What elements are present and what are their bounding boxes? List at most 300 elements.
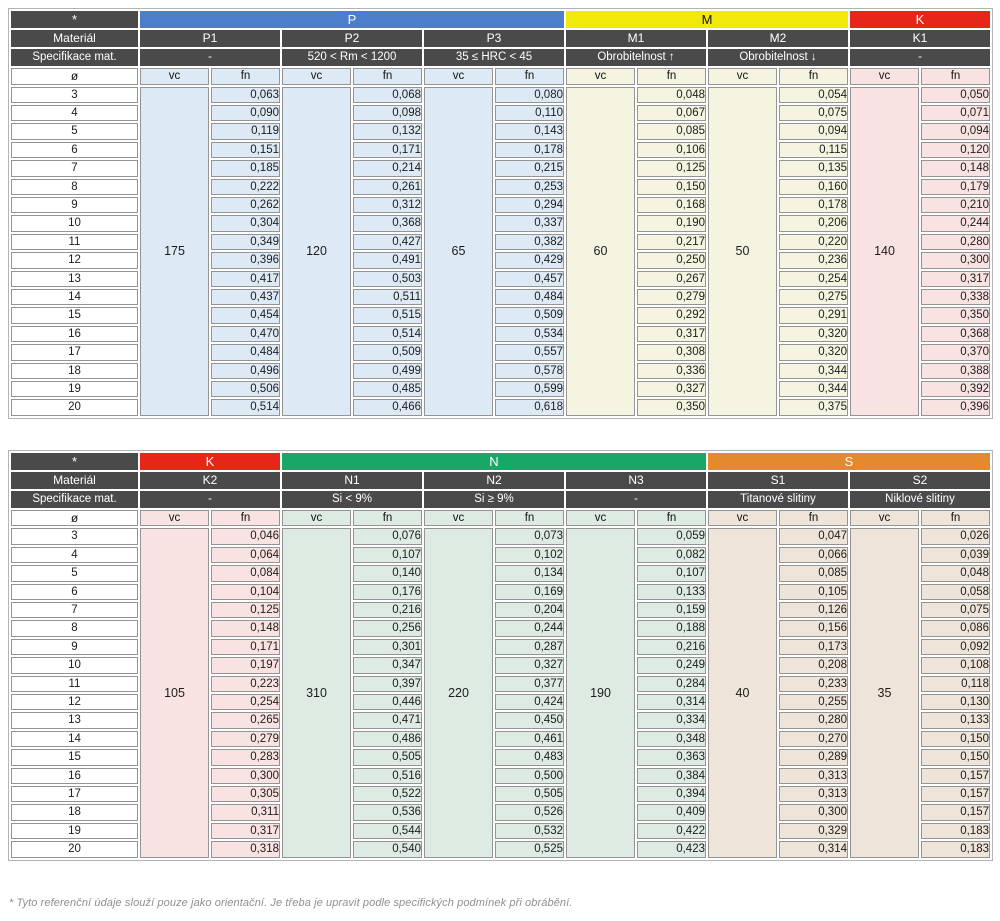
fn-value-p2: 0,499 — [353, 363, 422, 379]
fn-value-n1: 0,505 — [353, 749, 422, 765]
vc-value-n1: 310 — [282, 528, 351, 857]
fn-value-n1: 0,107 — [353, 547, 422, 563]
fn-value-p1: 0,496 — [211, 363, 280, 379]
fn-value-m2: 0,344 — [779, 363, 848, 379]
fn-value-s1: 0,329 — [779, 823, 848, 839]
spec-m1: Obrobitelnost ↑ — [566, 49, 706, 66]
fn-value-p2: 0,068 — [353, 87, 422, 103]
fn-value-s2: 0,118 — [921, 676, 990, 692]
diameter-value: 8 — [11, 620, 138, 636]
diameter-value: 19 — [11, 823, 138, 839]
vc-value-n3: 190 — [566, 528, 635, 857]
fn-value-k1: 0,244 — [921, 215, 990, 231]
fn-value-p2: 0,098 — [353, 105, 422, 121]
star-header: * — [11, 453, 138, 470]
fn-value-s1: 0,289 — [779, 749, 848, 765]
spec-m2: Obrobitelnost ↓ — [708, 49, 848, 66]
fn-value-n2: 0,500 — [495, 768, 564, 784]
material-n2: N2 — [424, 472, 564, 489]
spec-p2: 520 < Rm < 1200 — [282, 49, 422, 66]
fn-value-n3: 0,394 — [637, 786, 706, 802]
fn-value-m1: 0,048 — [637, 87, 706, 103]
fn-value-k2: 0,084 — [211, 565, 280, 581]
fn-value-m2: 0,094 — [779, 123, 848, 139]
vc-header-m2: vc — [708, 68, 777, 85]
fn-value-k1: 0,350 — [921, 307, 990, 323]
fn-value-n2: 0,424 — [495, 694, 564, 710]
fn-value-k1: 0,370 — [921, 344, 990, 360]
fn-value-k2: 0,265 — [211, 712, 280, 728]
diameter-value: 6 — [11, 584, 138, 600]
fn-value-p3: 0,557 — [495, 344, 564, 360]
fn-value-p3: 0,215 — [495, 160, 564, 176]
spec-n1: Si < 9% — [282, 491, 422, 508]
diameter-value: 9 — [11, 197, 138, 213]
fn-value-p1: 0,222 — [211, 179, 280, 195]
fn-value-k1: 0,179 — [921, 179, 990, 195]
fn-value-n2: 0,102 — [495, 547, 564, 563]
spec-s2: Niklové slitiny — [850, 491, 990, 508]
fn-value-s2: 0,150 — [921, 731, 990, 747]
fn-value-m1: 0,308 — [637, 344, 706, 360]
fn-header-n1: fn — [353, 510, 422, 527]
spec-row-label: Specifikace mat. — [11, 49, 138, 66]
spec-p3: 35 ≤ HRC < 45 — [424, 49, 564, 66]
fn-value-n1: 0,176 — [353, 584, 422, 600]
fn-value-m1: 0,292 — [637, 307, 706, 323]
fn-value-n1: 0,256 — [353, 620, 422, 636]
fn-value-k2: 0,104 — [211, 584, 280, 600]
fn-value-s2: 0,150 — [921, 749, 990, 765]
fn-value-s2: 0,133 — [921, 712, 990, 728]
fn-value-n2: 0,377 — [495, 676, 564, 692]
diameter-value: 8 — [11, 179, 138, 195]
diameter-value: 13 — [11, 712, 138, 728]
material-p1: P1 — [140, 30, 280, 47]
vc-header-m1: vc — [566, 68, 635, 85]
diameter-value: 6 — [11, 142, 138, 158]
fn-value-m2: 0,375 — [779, 399, 848, 415]
material-row-label: Materiál — [11, 30, 138, 47]
fn-value-p1: 0,185 — [211, 160, 280, 176]
fn-header-m1: fn — [637, 68, 706, 85]
fn-value-p1: 0,090 — [211, 105, 280, 121]
fn-value-p3: 0,509 — [495, 307, 564, 323]
fn-value-k2: 0,283 — [211, 749, 280, 765]
fn-value-p3: 0,337 — [495, 215, 564, 231]
fn-value-n1: 0,397 — [353, 676, 422, 692]
vc-value-p2: 120 — [282, 87, 351, 416]
fn-value-p2: 0,485 — [353, 381, 422, 397]
spec-row-label: Specifikace mat. — [11, 491, 138, 508]
vc-header-n3: vc — [566, 510, 635, 527]
fn-value-s1: 0,270 — [779, 731, 848, 747]
diameter-value: 18 — [11, 363, 138, 379]
fn-value-p1: 0,506 — [211, 381, 280, 397]
fn-value-s1: 0,255 — [779, 694, 848, 710]
vc-header-s1: vc — [708, 510, 777, 527]
fn-value-n2: 0,204 — [495, 602, 564, 618]
cutting-table-1 — [8, 8, 993, 419]
fn-header-k1: fn — [921, 68, 990, 85]
fn-value-p1: 0,262 — [211, 197, 280, 213]
diameter-value: 16 — [11, 326, 138, 342]
fn-value-p1: 0,417 — [211, 271, 280, 287]
fn-value-m1: 0,106 — [637, 142, 706, 158]
diameter-value: 12 — [11, 694, 138, 710]
fn-value-n3: 0,216 — [637, 639, 706, 655]
spec-n2: Si ≥ 9% — [424, 491, 564, 508]
fn-value-n1: 0,544 — [353, 823, 422, 839]
class-header-k: K — [140, 453, 280, 470]
spec-k2: - — [140, 491, 280, 508]
fn-value-p3: 0,080 — [495, 87, 564, 103]
vc-header-k2: vc — [140, 510, 209, 527]
diameter-value: 17 — [11, 344, 138, 360]
fn-value-p3: 0,457 — [495, 271, 564, 287]
fn-value-n1: 0,536 — [353, 804, 422, 820]
diameter-header: ø — [11, 510, 138, 527]
fn-value-m2: 0,135 — [779, 160, 848, 176]
fn-value-p3: 0,534 — [495, 326, 564, 342]
vc-header-p3: vc — [424, 68, 493, 85]
fn-value-s2: 0,157 — [921, 804, 990, 820]
class-header-m: M — [566, 11, 848, 28]
diameter-value: 7 — [11, 602, 138, 618]
fn-value-k2: 0,279 — [211, 731, 280, 747]
fn-value-m2: 0,254 — [779, 271, 848, 287]
fn-value-n3: 0,384 — [637, 768, 706, 784]
vc-value-s2: 35 — [850, 528, 919, 857]
diameter-value: 12 — [11, 252, 138, 268]
fn-value-m2: 0,320 — [779, 326, 848, 342]
fn-value-s1: 0,047 — [779, 528, 848, 544]
diameter-value: 3 — [11, 528, 138, 544]
vc-value-m1: 60 — [566, 87, 635, 416]
fn-value-k1: 0,317 — [921, 271, 990, 287]
fn-value-n2: 0,169 — [495, 584, 564, 600]
fn-value-k1: 0,210 — [921, 197, 990, 213]
fn-value-m2: 0,275 — [779, 289, 848, 305]
fn-value-n1: 0,446 — [353, 694, 422, 710]
fn-value-m2: 0,206 — [779, 215, 848, 231]
fn-header-n3: fn — [637, 510, 706, 527]
class-header-k: K — [850, 11, 990, 28]
fn-value-n1: 0,516 — [353, 768, 422, 784]
fn-value-n3: 0,348 — [637, 731, 706, 747]
fn-value-s1: 0,280 — [779, 712, 848, 728]
cutting-data-table-2 — [8, 450, 993, 861]
fn-value-m2: 0,236 — [779, 252, 848, 268]
vc-value-s1: 40 — [708, 528, 777, 857]
vc-header-p1: vc — [140, 68, 209, 85]
vc-header-n2: vc — [424, 510, 493, 527]
diameter-value: 20 — [11, 399, 138, 415]
fn-value-s2: 0,026 — [921, 528, 990, 544]
vc-value-k1: 140 — [850, 87, 919, 416]
fn-value-p3: 0,484 — [495, 289, 564, 305]
material-p2: P2 — [282, 30, 422, 47]
fn-value-m2: 0,220 — [779, 234, 848, 250]
fn-value-s2: 0,183 — [921, 823, 990, 839]
fn-value-n3: 0,249 — [637, 657, 706, 673]
material-n1: N1 — [282, 472, 422, 489]
diameter-value: 19 — [11, 381, 138, 397]
fn-header-p3: fn — [495, 68, 564, 85]
vc-value-p3: 65 — [424, 87, 493, 416]
fn-value-k2: 0,064 — [211, 547, 280, 563]
fn-value-n2: 0,505 — [495, 786, 564, 802]
fn-value-s2: 0,183 — [921, 841, 990, 857]
fn-value-p2: 0,427 — [353, 234, 422, 250]
fn-value-n2: 0,526 — [495, 804, 564, 820]
fn-value-n3: 0,363 — [637, 749, 706, 765]
fn-value-s1: 0,313 — [779, 768, 848, 784]
fn-value-s1: 0,085 — [779, 565, 848, 581]
fn-value-p2: 0,514 — [353, 326, 422, 342]
fn-value-k1: 0,388 — [921, 363, 990, 379]
fn-header-m2: fn — [779, 68, 848, 85]
fn-value-p1: 0,063 — [211, 87, 280, 103]
fn-value-n3: 0,082 — [637, 547, 706, 563]
vc-value-m2: 50 — [708, 87, 777, 416]
fn-value-k1: 0,148 — [921, 160, 990, 176]
fn-value-n1: 0,540 — [353, 841, 422, 857]
fn-value-n2: 0,073 — [495, 528, 564, 544]
material-k1: K1 — [850, 30, 990, 47]
fn-header-s2: fn — [921, 510, 990, 527]
fn-value-n3: 0,314 — [637, 694, 706, 710]
fn-value-m2: 0,115 — [779, 142, 848, 158]
fn-value-p1: 0,151 — [211, 142, 280, 158]
fn-value-p3: 0,178 — [495, 142, 564, 158]
fn-value-k2: 0,254 — [211, 694, 280, 710]
fn-value-k1: 0,392 — [921, 381, 990, 397]
diameter-value: 4 — [11, 547, 138, 563]
fn-value-m1: 0,327 — [637, 381, 706, 397]
fn-value-s1: 0,233 — [779, 676, 848, 692]
fn-value-s2: 0,039 — [921, 547, 990, 563]
vc-value-k2: 105 — [140, 528, 209, 857]
fn-value-s2: 0,048 — [921, 565, 990, 581]
fn-value-p3: 0,429 — [495, 252, 564, 268]
fn-value-k2: 0,197 — [211, 657, 280, 673]
fn-value-p3: 0,382 — [495, 234, 564, 250]
fn-value-p3: 0,110 — [495, 105, 564, 121]
fn-value-k2: 0,317 — [211, 823, 280, 839]
fn-value-m1: 0,168 — [637, 197, 706, 213]
fn-value-p2: 0,368 — [353, 215, 422, 231]
diameter-value: 16 — [11, 768, 138, 784]
diameter-value: 11 — [11, 234, 138, 250]
fn-value-p2: 0,312 — [353, 197, 422, 213]
fn-value-n3: 0,107 — [637, 565, 706, 581]
fn-value-s2: 0,092 — [921, 639, 990, 655]
table-row — [11, 87, 990, 103]
footnote: * Tyto referenční údaje slouží pouze jako orientační. Je třeba je upravit podle specifických podmínek při obrábění. — [9, 896, 573, 909]
diameter-value: 10 — [11, 657, 138, 673]
fn-value-m1: 0,217 — [637, 234, 706, 250]
class-header-p: P — [140, 11, 564, 28]
fn-value-p1: 0,454 — [211, 307, 280, 323]
fn-value-n2: 0,450 — [495, 712, 564, 728]
fn-value-n3: 0,159 — [637, 602, 706, 618]
fn-value-n3: 0,423 — [637, 841, 706, 857]
fn-value-p2: 0,171 — [353, 142, 422, 158]
fn-value-n2: 0,134 — [495, 565, 564, 581]
fn-value-n2: 0,532 — [495, 823, 564, 839]
fn-value-m1: 0,336 — [637, 363, 706, 379]
fn-value-n1: 0,522 — [353, 786, 422, 802]
fn-header-n2: fn — [495, 510, 564, 527]
fn-value-m2: 0,178 — [779, 197, 848, 213]
vc-value-n2: 220 — [424, 528, 493, 857]
fn-value-s1: 0,173 — [779, 639, 848, 655]
fn-value-p2: 0,509 — [353, 344, 422, 360]
fn-value-m1: 0,279 — [637, 289, 706, 305]
fn-header-p1: fn — [211, 68, 280, 85]
spec-p1: - — [140, 49, 280, 66]
fn-value-s1: 0,208 — [779, 657, 848, 673]
fn-value-p3: 0,618 — [495, 399, 564, 415]
fn-value-s2: 0,058 — [921, 584, 990, 600]
fn-value-n3: 0,409 — [637, 804, 706, 820]
fn-value-s2: 0,108 — [921, 657, 990, 673]
fn-value-p3: 0,253 — [495, 179, 564, 195]
diameter-value: 5 — [11, 123, 138, 139]
fn-value-p2: 0,132 — [353, 123, 422, 139]
fn-value-p2: 0,466 — [353, 399, 422, 415]
fn-value-n3: 0,334 — [637, 712, 706, 728]
fn-value-p1: 0,484 — [211, 344, 280, 360]
fn-value-m1: 0,125 — [637, 160, 706, 176]
diameter-value: 13 — [11, 271, 138, 287]
vc-header-n1: vc — [282, 510, 351, 527]
fn-value-s1: 0,156 — [779, 620, 848, 636]
fn-value-s1: 0,066 — [779, 547, 848, 563]
fn-value-n3: 0,059 — [637, 528, 706, 544]
fn-value-p1: 0,304 — [211, 215, 280, 231]
material-m2: M2 — [708, 30, 848, 47]
fn-value-n2: 0,483 — [495, 749, 564, 765]
fn-value-m2: 0,075 — [779, 105, 848, 121]
fn-value-p2: 0,491 — [353, 252, 422, 268]
fn-value-p3: 0,599 — [495, 381, 564, 397]
class-header-n: N — [282, 453, 706, 470]
fn-header-s1: fn — [779, 510, 848, 527]
fn-value-k1: 0,396 — [921, 399, 990, 415]
fn-value-s1: 0,105 — [779, 584, 848, 600]
fn-value-n1: 0,471 — [353, 712, 422, 728]
diameter-value: 20 — [11, 841, 138, 857]
fn-value-p2: 0,214 — [353, 160, 422, 176]
cutting-table-2 — [8, 450, 993, 861]
fn-value-n1: 0,301 — [353, 639, 422, 655]
diameter-value: 15 — [11, 749, 138, 765]
fn-value-s2: 0,086 — [921, 620, 990, 636]
fn-value-n2: 0,244 — [495, 620, 564, 636]
vc-header-p2: vc — [282, 68, 351, 85]
fn-value-n3: 0,284 — [637, 676, 706, 692]
spec-n3: - — [566, 491, 706, 508]
fn-value-p1: 0,437 — [211, 289, 280, 305]
fn-value-k2: 0,171 — [211, 639, 280, 655]
diameter-value: 11 — [11, 676, 138, 692]
fn-value-n2: 0,287 — [495, 639, 564, 655]
fn-value-k1: 0,338 — [921, 289, 990, 305]
fn-value-p3: 0,143 — [495, 123, 564, 139]
fn-value-k1: 0,120 — [921, 142, 990, 158]
fn-value-n2: 0,327 — [495, 657, 564, 673]
fn-value-k1: 0,071 — [921, 105, 990, 121]
vc-header-s2: vc — [850, 510, 919, 527]
fn-value-n1: 0,076 — [353, 528, 422, 544]
fn-value-p2: 0,515 — [353, 307, 422, 323]
fn-value-k2: 0,300 — [211, 768, 280, 784]
star-header: * — [11, 11, 138, 28]
fn-value-p1: 0,514 — [211, 399, 280, 415]
vc-header-k1: vc — [850, 68, 919, 85]
diameter-value: 15 — [11, 307, 138, 323]
material-m1: M1 — [566, 30, 706, 47]
fn-value-k1: 0,094 — [921, 123, 990, 139]
fn-value-n1: 0,216 — [353, 602, 422, 618]
diameter-value: 5 — [11, 565, 138, 581]
fn-value-n1: 0,347 — [353, 657, 422, 673]
fn-value-m2: 0,291 — [779, 307, 848, 323]
fn-value-k2: 0,318 — [211, 841, 280, 857]
fn-value-m2: 0,320 — [779, 344, 848, 360]
fn-value-p3: 0,578 — [495, 363, 564, 379]
fn-value-s2: 0,157 — [921, 768, 990, 784]
fn-value-m2: 0,160 — [779, 179, 848, 195]
diameter-value: 7 — [11, 160, 138, 176]
table-row — [11, 528, 990, 544]
diameter-value: 14 — [11, 731, 138, 747]
diameter-value: 3 — [11, 87, 138, 103]
fn-value-k1: 0,368 — [921, 326, 990, 342]
fn-value-s2: 0,157 — [921, 786, 990, 802]
diameter-value: 10 — [11, 215, 138, 231]
material-s1: S1 — [708, 472, 848, 489]
fn-value-s2: 0,130 — [921, 694, 990, 710]
fn-header-p2: fn — [353, 68, 422, 85]
fn-value-m1: 0,067 — [637, 105, 706, 121]
fn-value-m1: 0,150 — [637, 179, 706, 195]
fn-value-s1: 0,300 — [779, 804, 848, 820]
diameter-value: 9 — [11, 639, 138, 655]
fn-value-m1: 0,085 — [637, 123, 706, 139]
fn-value-p1: 0,119 — [211, 123, 280, 139]
fn-value-k1: 0,050 — [921, 87, 990, 103]
fn-value-k2: 0,148 — [211, 620, 280, 636]
diameter-value: 14 — [11, 289, 138, 305]
fn-value-k2: 0,046 — [211, 528, 280, 544]
diameter-value: 18 — [11, 804, 138, 820]
material-s2: S2 — [850, 472, 990, 489]
fn-header-k2: fn — [211, 510, 280, 527]
fn-value-p1: 0,470 — [211, 326, 280, 342]
fn-value-k2: 0,311 — [211, 804, 280, 820]
fn-value-m1: 0,190 — [637, 215, 706, 231]
fn-value-n3: 0,422 — [637, 823, 706, 839]
fn-value-m1: 0,317 — [637, 326, 706, 342]
cutting-data-table-1 — [8, 8, 993, 419]
fn-value-k2: 0,125 — [211, 602, 280, 618]
fn-value-p2: 0,503 — [353, 271, 422, 287]
spec-s1: Titanové slitiny — [708, 491, 848, 508]
fn-value-k1: 0,300 — [921, 252, 990, 268]
